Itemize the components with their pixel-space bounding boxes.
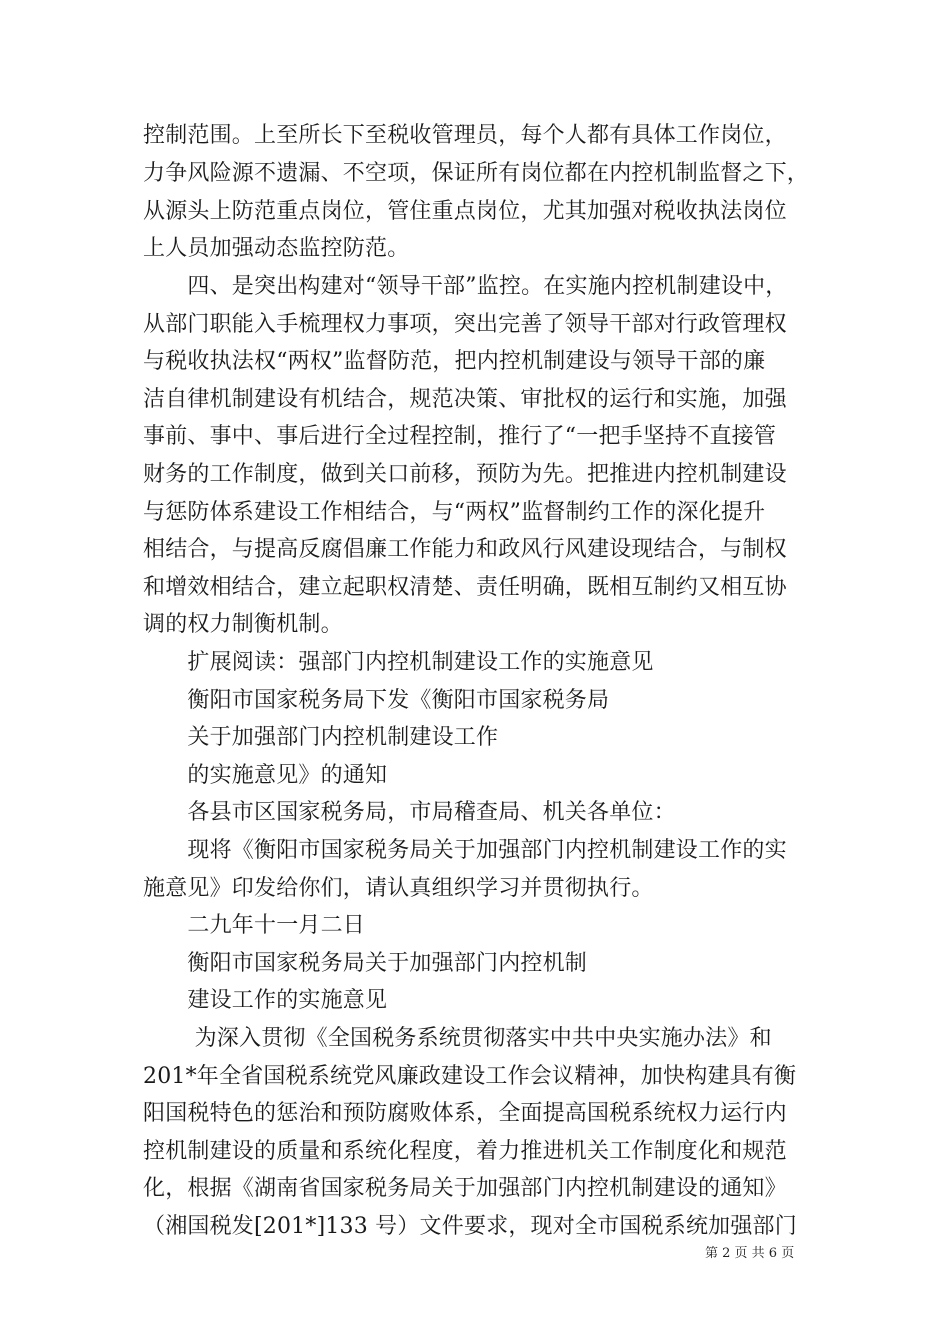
text-line: 力争风险源不遗漏、不空项，保证所有岗位都在内控机制监督之下， (143, 161, 810, 186)
text-line: 上人员加强动态监控防范。 (143, 236, 410, 261)
text-line: 二九年十一月二日 (143, 913, 366, 938)
text-line: 阳国税特色的惩治和预防腐败体系，全面提高国税系统权力运行内 (143, 1101, 787, 1126)
text-line: 201*年全省国税系统党风廉政建设工作会议精神，加快构建具有衡 (143, 1064, 797, 1089)
text-line: 事前、事中、事后进行全过程控制，推行了“一把手坚持不直接管 (143, 424, 777, 449)
text-line: 从源头上防范重点岗位，管住重点岗位，尤其加强对税收执法岗位 (143, 199, 787, 224)
text-line: 为深入贯彻《全国税务系统贯彻落实中共中央实施办法》和 (143, 1026, 772, 1051)
text-line: 关于加强部门内控机制建设工作 (143, 725, 499, 750)
text-line: 控制范围。上至所长下至税收管理员，每个人都有具体工作岗位， (143, 123, 787, 148)
page-number: 第 2 页 共 6 页 (705, 1246, 795, 1261)
text-line: 的实施意见》的通知 (143, 763, 388, 788)
text-line: 洁自律机制建设有机结合，规范决策、审批权的运行和实施，加强 (143, 387, 787, 412)
text-line: 现将《衡阳市国家税务局关于加强部门内控机制建设工作的实 (143, 838, 787, 863)
text-line: 调的权力制衡机制。 (143, 612, 343, 637)
text-line: 相结合，与提高反腐倡廉工作能力和政风行风建设现结合，与制权 (143, 537, 787, 562)
text-line: 衡阳市国家税务局下发《衡阳市国家税务局 (143, 688, 610, 713)
text-line: 与惩防体系建设工作相结合，与“两权”监督制约工作的深化提升 (143, 500, 766, 525)
text-line: 与税收执法权“两权”监督防范，把内控机制建设与领导干部的廉 (143, 349, 766, 374)
text-line: 财务的工作制度，做到关口前移，预防为先。把推进内控机制建设 (143, 462, 787, 487)
text-line: 控机制建设的质量和系统化程度，着力推进机关工作制度化和规范 (143, 1139, 787, 1164)
text-line: 化，根据《湖南省国家税务局关于加强部门内控机制建设的通知》 (143, 1176, 787, 1201)
text-line: 四、是突出构建对“领导干部”监控。在实施内控机制建设中， (143, 274, 788, 299)
text-line: 施意见》印发给你们，请认真组织学习并贯彻执行。 (143, 876, 654, 901)
text-line: 扩展阅读：强部门内控机制建设工作的实施意见 (143, 650, 654, 675)
text-line: 和增效相结合，建立起职权清楚、责任明确，既相互制约又相互协 (143, 575, 787, 600)
text-line: 各县市区国家税务局，市局稽查局、机关各单位： (143, 800, 676, 825)
text-line: 从部门职能入手梳理权力事项，突出完善了领导干部对行政管理权 (143, 312, 787, 337)
text-line: （湘国税发[201*]133 号）文件要求，现对全市国税系统加强部门 (143, 1214, 797, 1239)
text-line: 建设工作的实施意见 (143, 988, 388, 1013)
text-line: 衡阳市国家税务局关于加强部门内控机制 (143, 951, 588, 976)
